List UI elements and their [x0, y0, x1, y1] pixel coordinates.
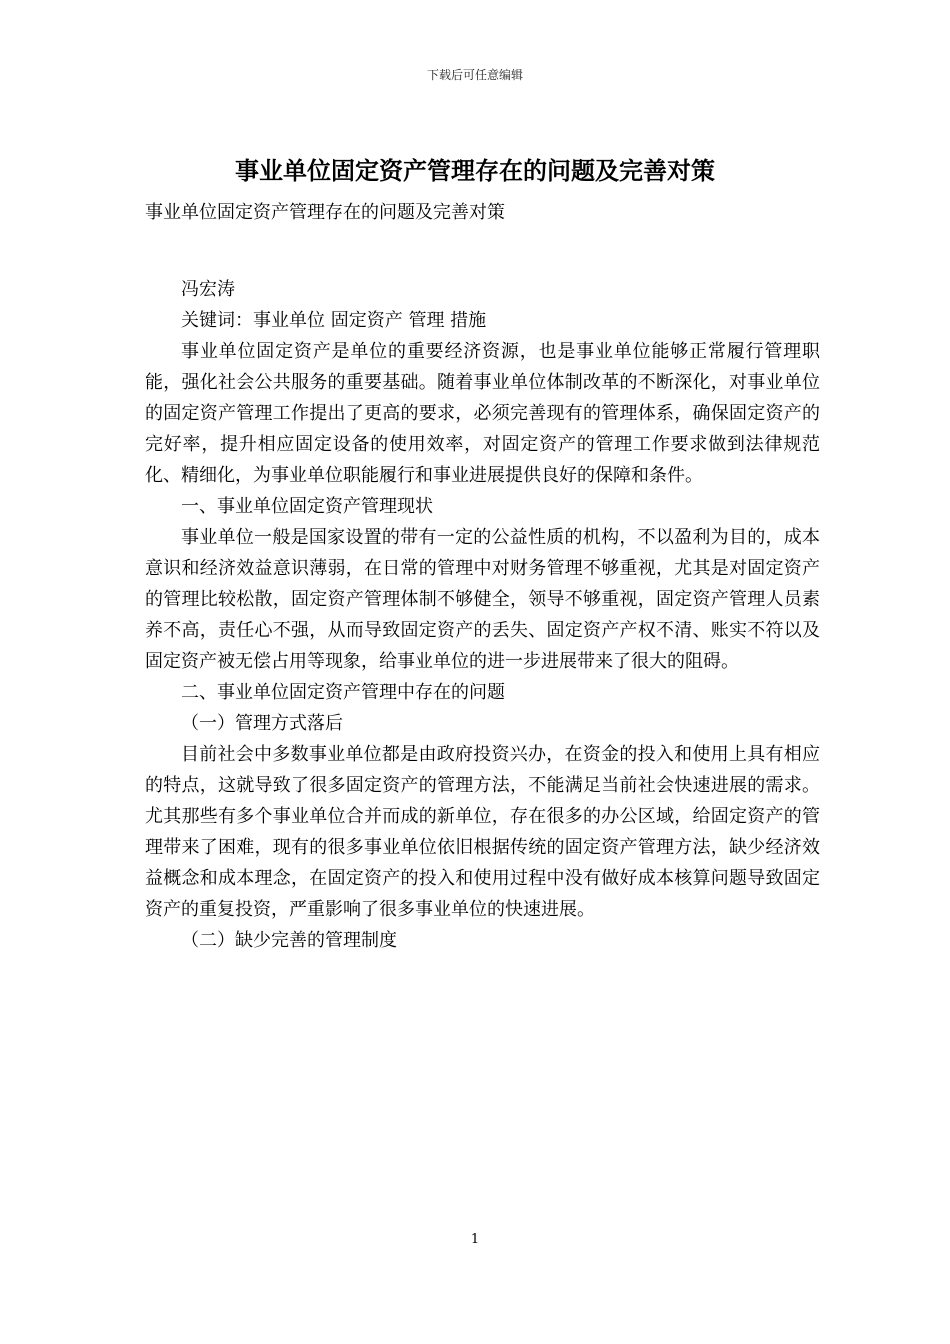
- header-note: 下载后可任意编辑: [426, 68, 523, 82]
- document-body: [145, 197, 820, 956]
- page-number: 1: [470, 1232, 480, 1247]
- subsection-1-paragraph: 目前社会中多数事业单位都是由政府投资兴办，在资金的投入和使用上具有相应的特点，这就导致了很多固定资产的管理方法，不能满足当前社会快速进展的需求。尤其那些有多个事业单位合并而成的新单位，存在很多的办公区域，给固定资产的管理带来了困难，现有的很多事业单位依旧根据传统的固定资产管理方法，缺少经济效益概念和成本理念，在固定资产的投入和使用过程中没有做好成本核算问题导致固定资产的重复投资，严重影响了很多事业单位的快速进展。: [145, 744, 820, 920]
- author-name: 冯宏涛: [181, 279, 235, 300]
- subsection-heading-2: （二）缺少完善的管理制度: [181, 930, 397, 951]
- section-heading-1: 一、事业单位固定资产管理现状: [181, 496, 433, 517]
- document-title: 事业单位固定资产管理存在的问题及完善对策: [235, 156, 715, 185]
- document-subtitle: 事业单位固定资产管理存在的问题及完善对策: [145, 202, 505, 223]
- subsection-heading-1: （一）管理方式落后: [181, 713, 343, 734]
- intro-paragraph: 事业单位固定资产是单位的重要经济资源，也是事业单位能够正常履行管理职能，强化社会公共服务的重要基础。随着事业单位体制改革的不断深化，对事业单位的固定资产管理工作提出了更高的要求，必须完善现有的管理体系，确保固定资产的完好率，提升相应固定设备的使用效率，对固定资产的管理工作要求做到法律规范化、精细化，为事业单位职能履行和事业进展提供良好的保障和条件。: [145, 341, 820, 486]
- section-heading-2: 二、事业单位固定资产管理中存在的问题: [181, 682, 505, 703]
- blank-line: [145, 228, 820, 274]
- keywords-line: 关键词：事业单位 固定资产 管理 措施: [181, 310, 487, 331]
- section-1-paragraph: 事业单位一般是国家设置的带有一定的公益性质的机构，不以盈利为目的，成本意识和经济效益意识薄弱，在日常的管理中对财务管理不够重视，尤其是对固定资产的管理比较松散，固定资产管理体制不够健全，领导不够重视，固定资产管理人员素养不高，责任心不强，从而导致固定资产的丢失、固定资产产权不清、账实不符以及固定资产被无偿占用等现象，给事业单位的进一步进展带来了很大的阻碍。: [145, 527, 820, 672]
